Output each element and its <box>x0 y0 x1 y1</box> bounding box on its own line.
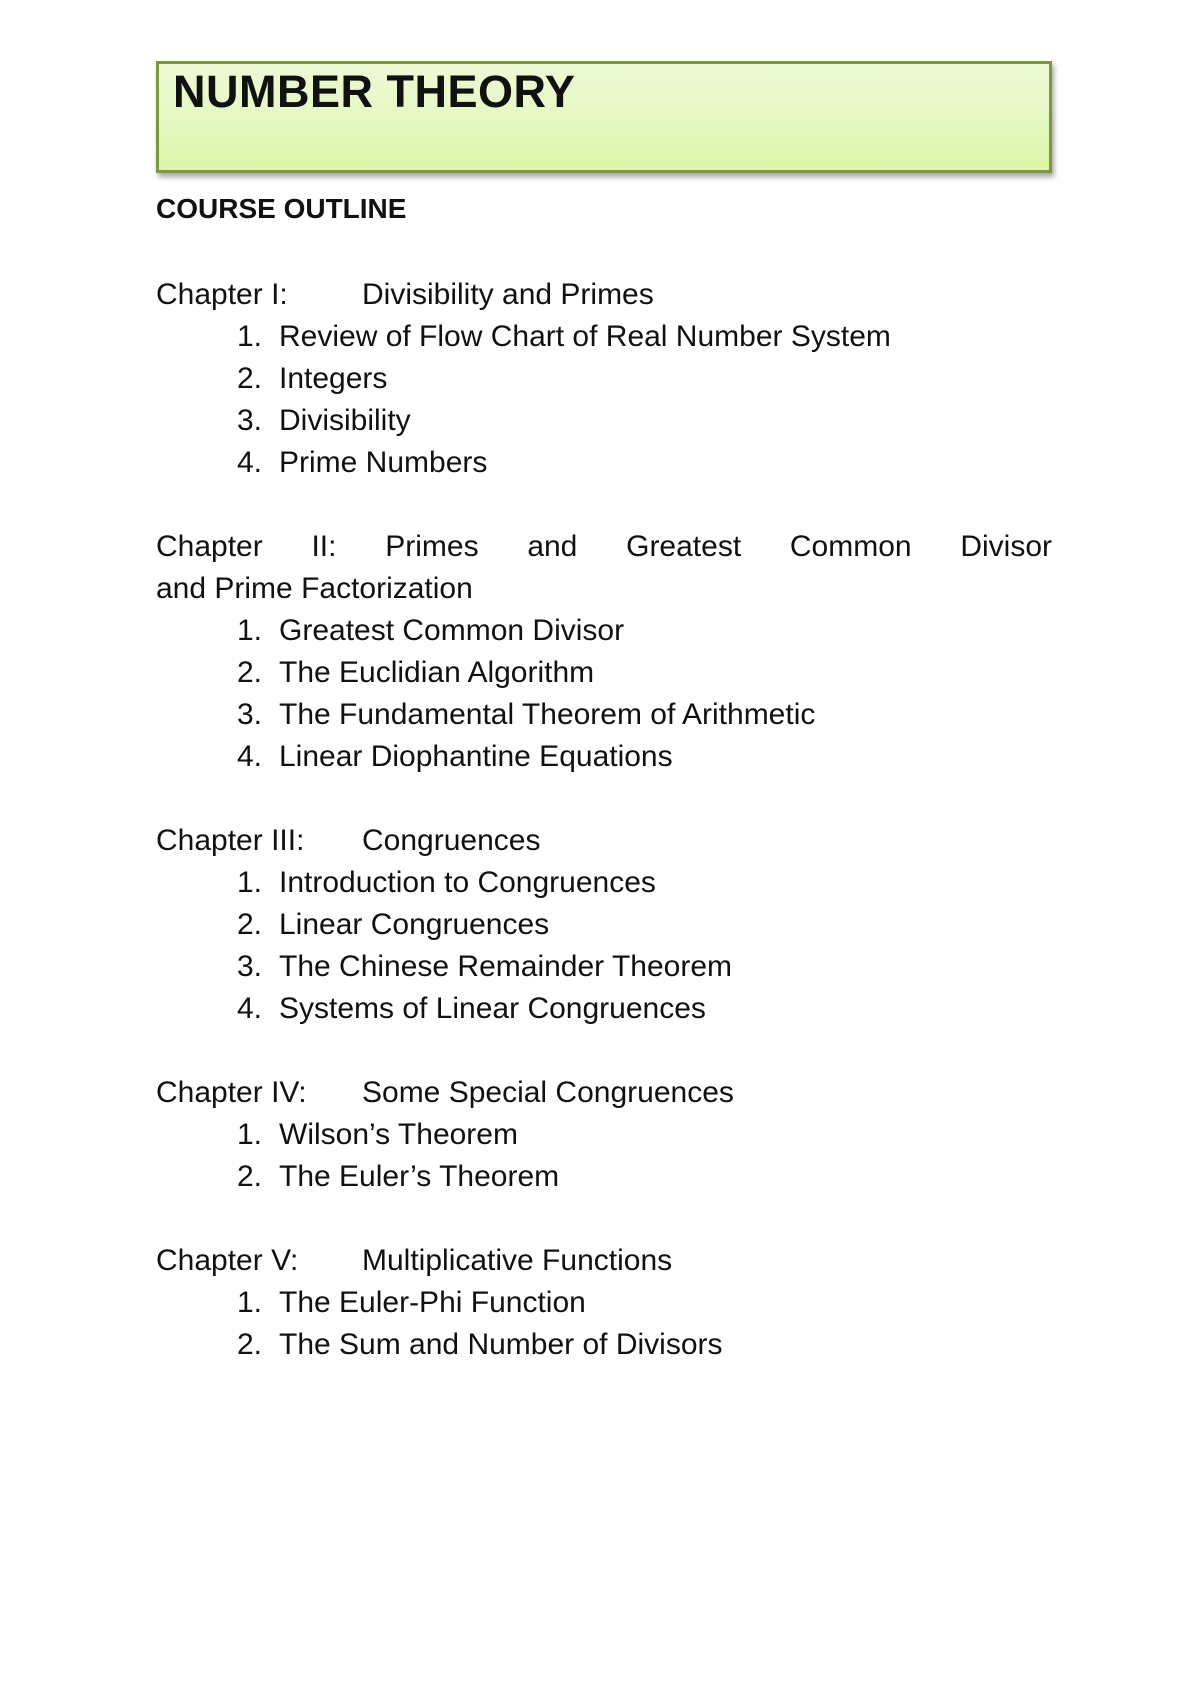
list-item <box>156 1156 1052 1198</box>
item-text: Integers <box>279 362 388 395</box>
chapter-1-heading <box>156 274 1052 316</box>
item-number: 4. <box>237 740 263 773</box>
chapter-2-heading <box>156 526 1052 568</box>
item-number: 2. <box>237 362 263 395</box>
chapter-4-heading <box>156 1072 1052 1114</box>
list-item <box>156 736 1052 778</box>
list-item <box>156 694 1052 736</box>
item-number: 1. <box>237 866 263 899</box>
list-item <box>156 316 1052 358</box>
item-text: Systems of Linear Congruences <box>279 992 706 1025</box>
item-text: The Chinese Remainder Theorem <box>279 950 733 983</box>
chapter-label: Chapter V: <box>156 1244 299 1277</box>
item-text: Linear Congruences <box>279 908 550 941</box>
item-number: 3. <box>237 404 263 437</box>
list-item <box>156 946 1052 988</box>
item-number: 1. <box>237 1118 263 1151</box>
chapter-5-heading <box>156 1240 1052 1282</box>
item-text: The Fundamental Theorem of Arithmetic <box>279 698 816 731</box>
chapter-label: Chapter IV: <box>156 1076 307 1109</box>
chapter-title: Primes and Greatest Common Divisor <box>385 530 1053 563</box>
item-number: 3. <box>237 698 263 731</box>
list-item <box>156 610 1052 652</box>
list-item <box>156 442 1052 484</box>
list-item <box>156 652 1052 694</box>
item-text: Greatest Common Divisor <box>279 614 625 647</box>
item-text: The Euler’s Theorem <box>279 1160 560 1193</box>
chapter-title-continued: and Prime Factorization <box>156 572 473 605</box>
list-item <box>156 1324 1052 1366</box>
item-text: Prime Numbers <box>279 446 488 479</box>
item-text: Review of Flow Chart of Real Number System <box>279 320 891 353</box>
item-number: 2. <box>237 1160 263 1193</box>
item-text: Divisibility <box>279 404 411 437</box>
item-text: The Sum and Number of Divisors <box>279 1328 723 1361</box>
item-number: 4. <box>237 992 263 1025</box>
chapter-label: Chapter III: <box>156 824 305 857</box>
chapter-title: Congruences <box>362 824 541 857</box>
item-text: Linear Diophantine Equations <box>279 740 673 773</box>
item-number: 2. <box>237 656 263 689</box>
list-item <box>156 988 1052 1030</box>
list-item <box>156 1282 1052 1324</box>
item-number: 1. <box>237 1286 263 1319</box>
title-box <box>156 61 1052 173</box>
list-item <box>156 862 1052 904</box>
list-item <box>156 904 1052 946</box>
item-number: 2. <box>237 1328 263 1361</box>
course-outline <box>156 274 1052 1366</box>
page-title: NUMBER THEORY <box>173 66 576 117</box>
item-number: 3. <box>237 950 263 983</box>
item-number: 2. <box>237 908 263 941</box>
course-outline-heading: COURSE OUTLINE <box>156 193 407 224</box>
list-item <box>156 400 1052 442</box>
item-number: 1. <box>237 614 263 647</box>
chapter-title: Some Special Congruences <box>362 1076 734 1109</box>
list-item <box>156 1114 1052 1156</box>
chapter-title: Divisibility and Primes <box>362 278 654 311</box>
item-text: Introduction to Congruences <box>279 866 656 899</box>
chapter-title: Multiplicative Functions <box>362 1244 673 1277</box>
chapter-label: Chapter II: <box>156 530 337 563</box>
chapter-3-heading <box>156 820 1052 862</box>
item-number: 1. <box>237 320 263 353</box>
list-item <box>156 358 1052 400</box>
chapter-label: Chapter I: <box>156 278 288 311</box>
item-text: Wilson’s Theorem <box>279 1118 518 1151</box>
item-number: 4. <box>237 446 263 479</box>
item-text: The Euler-Phi Function <box>279 1286 586 1319</box>
item-text: The Euclidian Algorithm <box>279 656 595 689</box>
